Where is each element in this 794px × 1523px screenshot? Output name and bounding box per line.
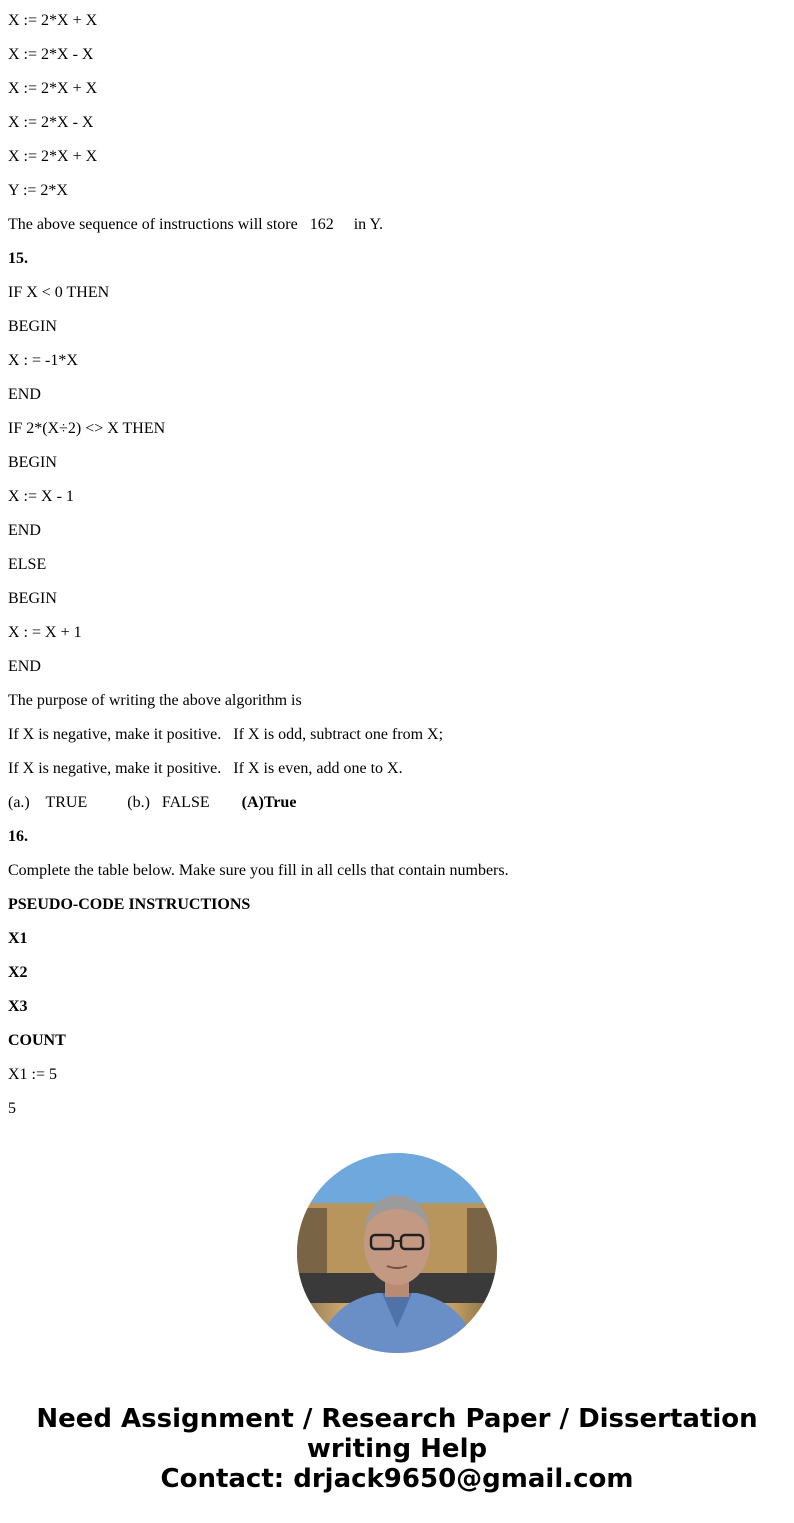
text-line: X : = -1*X bbox=[8, 352, 78, 369]
text-line: Complete the table below. Make sure you fill in all cells that contain numbers. bbox=[8, 862, 509, 879]
section-heading: PSEUDO-CODE INSTRUCTIONS bbox=[8, 896, 251, 913]
text-line: X : = X + 1 bbox=[8, 624, 82, 641]
text-line: 5 bbox=[8, 1100, 16, 1117]
section-heading: COUNT bbox=[8, 1032, 66, 1049]
option-b: (b.) FALSE bbox=[127, 794, 210, 811]
option-a: (a.) TRUE bbox=[8, 794, 88, 811]
text-line: Y := 2*X bbox=[8, 182, 68, 199]
answer-label: (A)True bbox=[241, 794, 297, 811]
text-line: X := 2*X - X bbox=[8, 46, 94, 63]
text-line: The above sequence of instructions will store 162 in Y. bbox=[8, 216, 384, 233]
author-avatar bbox=[297, 1153, 497, 1353]
footer-contact: Contact: drjack9650@gmail.com bbox=[160, 1464, 634, 1494]
text-line: BEGIN bbox=[8, 454, 57, 471]
text-line: If X is negative, make it positive. If X is odd, subtract one from X; bbox=[8, 726, 444, 743]
text-line: X := 2*X - X bbox=[8, 114, 94, 131]
text-line: IF 2*(X÷2) <> X THEN bbox=[8, 420, 166, 437]
text-line: BEGIN bbox=[8, 318, 57, 335]
text-line: IF X < 0 THEN bbox=[8, 284, 110, 301]
text-line: If X is negative, make it positive. If X is even, add one to X. bbox=[8, 760, 403, 777]
section-heading: X1 bbox=[8, 930, 28, 947]
text-line: X := 2*X + X bbox=[8, 148, 98, 165]
text-line: BEGIN bbox=[8, 590, 57, 607]
section-heading: 15. bbox=[8, 250, 28, 267]
author-photo-illustration bbox=[297, 1153, 497, 1353]
footer-line-2: writing Help bbox=[306, 1434, 488, 1464]
section-heading: X2 bbox=[8, 964, 28, 981]
text-line: X := 2*X + X bbox=[8, 80, 98, 97]
answer-options-line bbox=[8, 794, 296, 812]
text-line: END bbox=[8, 522, 41, 539]
text-line: X := 2*X + X bbox=[8, 12, 98, 29]
section-heading: 16. bbox=[8, 828, 28, 845]
text-line: X1 := 5 bbox=[8, 1066, 58, 1083]
text-line: END bbox=[8, 386, 41, 403]
text-line: X := X - 1 bbox=[8, 488, 74, 505]
footer-line-1: Need Assignment / Research Paper / Dissertation bbox=[36, 1404, 758, 1434]
text-line: END bbox=[8, 658, 41, 675]
text-line: ELSE bbox=[8, 556, 47, 573]
section-heading: X3 bbox=[8, 998, 28, 1015]
text-line: The purpose of writing the above algorithm is bbox=[8, 692, 302, 709]
